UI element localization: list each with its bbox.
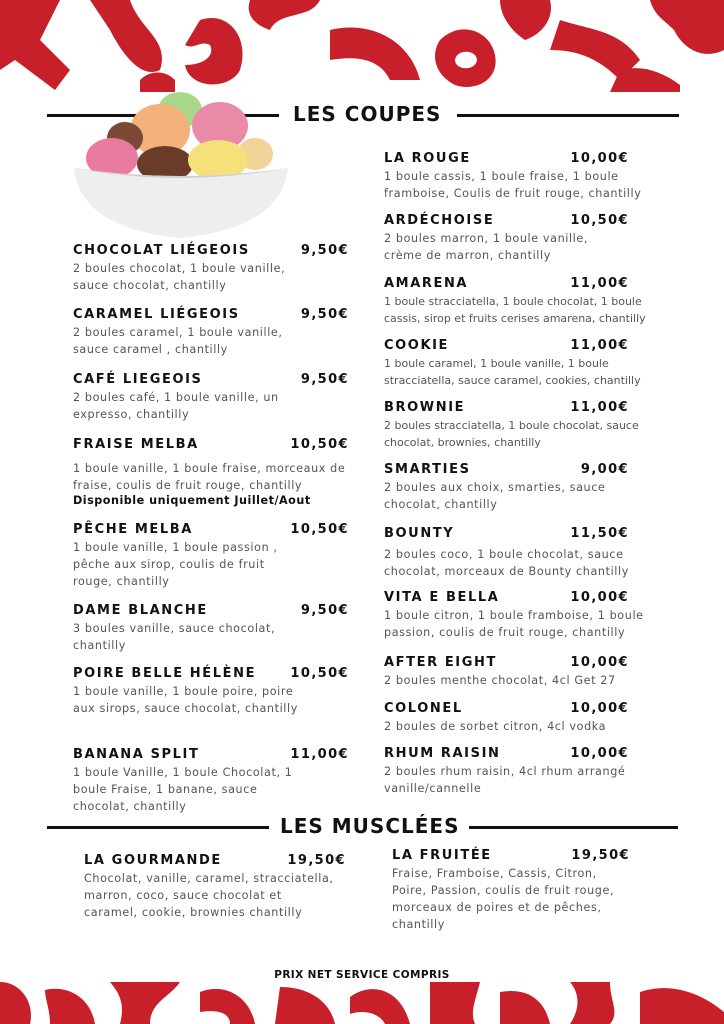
item-description: 1 boule cassis, 1 boule fraise, 1 boule framboise, Coulis de fruit rouge, chantilly xyxy=(384,170,642,200)
item-description: 1 boule citron, 1 boule framboise, 1 boule passion, coulis de fruit rouge, chantilly xyxy=(384,609,644,639)
decorative-pattern-bottom xyxy=(0,982,724,1024)
item-description: 2 boules café, 1 boule vanille, un expresso, chantilly xyxy=(73,391,279,421)
item-name: RHUM RAISIN xyxy=(384,746,501,761)
item-name: POIRE BELLE HÉLÈNE xyxy=(73,666,257,681)
item-description: 2 boules stracciatella, 1 boule chocolat, sauce chocolat, brownies, chantilly xyxy=(384,419,639,449)
item-price: 9,50€ xyxy=(300,307,349,322)
item-name: BANANA SPLIT xyxy=(73,747,200,762)
availability-note: Disponible uniquement Juillet/Aout xyxy=(73,494,311,507)
item-description: 2 boules coco, 1 boule chocolat, sauce chocolat, morceaux de Bounty chantilly xyxy=(384,548,629,578)
section-rule-right xyxy=(457,114,679,117)
item-price: 9,00€ xyxy=(580,462,629,477)
item-name: LA GOURMANDE xyxy=(84,853,222,868)
item-price: 19,50€ xyxy=(571,848,630,863)
item-price: 10,00€ xyxy=(570,701,629,716)
item-name: AMARENA xyxy=(384,276,469,291)
item-price: 11,00€ xyxy=(570,338,629,353)
item-description: 2 boules caramel, 1 boule vanille, sauce caramel , chantilly xyxy=(73,326,283,356)
item-description: 2 boules menthe chocolat, 4cl Get 27 xyxy=(384,674,616,687)
item-name: LA ROUGE xyxy=(384,151,471,166)
item-name: FRAISE MELBA xyxy=(73,437,199,452)
item-name: BOUNTY xyxy=(384,526,455,541)
item-description: 1 boule caramel, 1 boule vanille, 1 boule stracciatella, sauce caramel, cookies, chantilly xyxy=(384,357,641,387)
item-price: 11,00€ xyxy=(570,400,629,415)
item-price: 11,50€ xyxy=(570,526,629,541)
section-title-musclees: LES MUSCLÉES xyxy=(270,814,469,838)
item-price: 9,50€ xyxy=(300,603,349,618)
item-name: CARAMEL LIÉGEOIS xyxy=(73,307,240,322)
section-rule-left xyxy=(47,826,269,829)
item-price: 10,00€ xyxy=(570,746,629,761)
item-name: BROWNIE xyxy=(384,400,466,415)
item-price: 10,50€ xyxy=(290,437,349,452)
decorative-pattern-top xyxy=(0,0,724,92)
section-rule-right xyxy=(448,826,678,829)
item-name: SMARTIES xyxy=(384,462,471,477)
ice-cream-bowl-image xyxy=(70,88,292,240)
item-price: 9,50€ xyxy=(300,243,349,258)
item-price: 10,00€ xyxy=(570,655,629,670)
item-description: 1 boule Vanille, 1 boule Chocolat, 1 boule Fraise, 1 banane, sauce chocolat, chantilly xyxy=(73,766,293,813)
item-description: 1 boule stracciatella, 1 boule chocolat, 1 boule cassis, sirop et fruits cerises amarena, chantilly xyxy=(384,295,646,325)
item-description: 2 boules rhum raisin, 4cl rhum arrangé vanille/cannelle xyxy=(384,765,626,795)
section-title-coupes: LES COUPES xyxy=(283,102,451,126)
item-price: 10,50€ xyxy=(290,522,349,537)
item-name: AFTER EIGHT xyxy=(384,655,497,670)
item-name: COLONEL xyxy=(384,701,463,716)
item-description: Fraise, Framboise, Cassis, Citron, Poire, Passion, coulis de fruit rouge, morceaux de poires et de pêches, chantilly xyxy=(392,867,615,931)
item-description: 2 boules aux choix, smarties, sauce chocolat, chantilly xyxy=(384,481,606,511)
item-price: 9,50€ xyxy=(300,372,349,387)
item-name: CHOCOLAT LIÉGEOIS xyxy=(73,243,250,258)
item-price: 11,00€ xyxy=(570,276,629,291)
item-name: LA FRUITÉE xyxy=(392,848,492,863)
item-price: 10,00€ xyxy=(570,151,629,166)
item-name: ARDÉCHOISE xyxy=(384,213,495,228)
item-price: 10,50€ xyxy=(290,666,349,681)
item-name: COOKIE xyxy=(384,338,450,353)
item-description: 1 boule vanille, 1 boule passion , pêche aux sirop, coulis de fruit rouge, chantilly xyxy=(73,541,278,588)
item-name: CAFÉ LIEGEOIS xyxy=(73,372,203,387)
item-description: 2 boules marron, 1 boule vanille, crème de marron, chantilly xyxy=(384,232,589,262)
item-description: 2 boules de sorbet citron, 4cl vodka xyxy=(384,720,607,733)
item-description: Chocolat, vanille, caramel, stracciatella, marron, coco, sauce chocolat et caramel, cookie, brownies chantilly xyxy=(84,872,334,919)
footer-note: PRIX NET SERVICE COMPRIS xyxy=(274,969,450,981)
item-description: 3 boules vanille, sauce chocolat, chantilly xyxy=(73,622,276,652)
item-name: VITA E BELLA xyxy=(384,590,500,605)
item-description: 2 boules chocolat, 1 boule vanille, sauce chocolat, chantilly xyxy=(73,262,286,292)
item-price: 19,50€ xyxy=(287,853,346,868)
item-description: 1 boule vanille, 1 boule poire, poire aux sirops, sauce chocolat, chantilly xyxy=(73,685,298,715)
item-description: 1 boule vanille, 1 boule fraise, morceaux de fraise, coulis de fruit rouge, chantilly xyxy=(73,462,346,492)
item-price: 10,50€ xyxy=(570,213,629,228)
item-price: 10,00€ xyxy=(570,590,629,605)
item-name: DAME BLANCHE xyxy=(73,603,208,618)
item-price: 11,00€ xyxy=(290,747,349,762)
item-name: PÊCHE MELBA xyxy=(73,522,193,537)
